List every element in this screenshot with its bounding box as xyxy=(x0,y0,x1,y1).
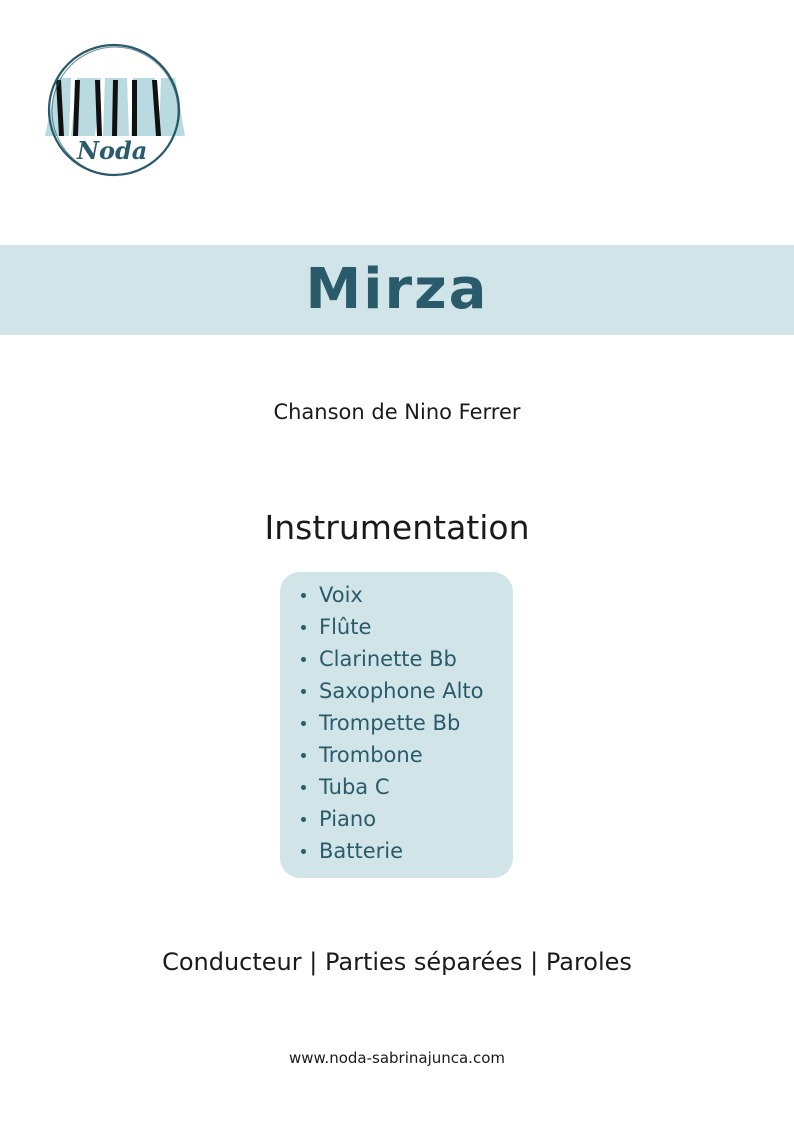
instrument-item xyxy=(280,611,513,643)
bullet-icon xyxy=(301,753,306,758)
instrument-item xyxy=(280,579,513,611)
parts-included: Conducteur | Parties séparées | Paroles xyxy=(162,948,632,976)
instrument-label: Tuba C xyxy=(319,775,390,799)
instrument-item xyxy=(280,675,513,707)
instrument-item xyxy=(280,707,513,739)
bullet-icon xyxy=(301,625,306,630)
website-link[interactable]: www.noda-sabrinajunca.com xyxy=(289,1049,505,1067)
instrument-label: Trombone xyxy=(319,743,423,767)
instrument-list xyxy=(280,572,513,867)
bullet-icon xyxy=(301,721,306,726)
instrument-label: Saxophone Alto xyxy=(319,679,484,703)
bullet-icon xyxy=(301,689,306,694)
bullet-icon xyxy=(301,849,306,854)
logo-wordmark: Noda xyxy=(77,136,148,165)
instrument-label: Flûte xyxy=(319,615,372,639)
bullet-icon xyxy=(301,593,306,598)
instrument-item xyxy=(280,771,513,803)
instrument-label: Batterie xyxy=(319,839,404,863)
instrument-item xyxy=(280,643,513,675)
instrument-label: Voix xyxy=(319,583,363,607)
title-band xyxy=(0,245,794,335)
bullet-icon xyxy=(301,657,306,662)
instrument-label: Trompette Bb xyxy=(319,711,461,735)
bullet-icon xyxy=(301,817,306,822)
instrument-item xyxy=(280,739,513,771)
bullet-icon xyxy=(301,785,306,790)
instrument-item xyxy=(280,835,513,867)
instrumentation-heading: Instrumentation xyxy=(264,508,530,547)
song-credit: Chanson de Nino Ferrer xyxy=(273,400,521,424)
page-title: Mirza xyxy=(305,257,489,322)
noda-logo xyxy=(43,42,187,180)
instrumentation-box xyxy=(280,572,513,878)
instrument-label: Clarinette Bb xyxy=(319,647,457,671)
instrument-label: Piano xyxy=(319,807,377,831)
instrument-item xyxy=(280,803,513,835)
